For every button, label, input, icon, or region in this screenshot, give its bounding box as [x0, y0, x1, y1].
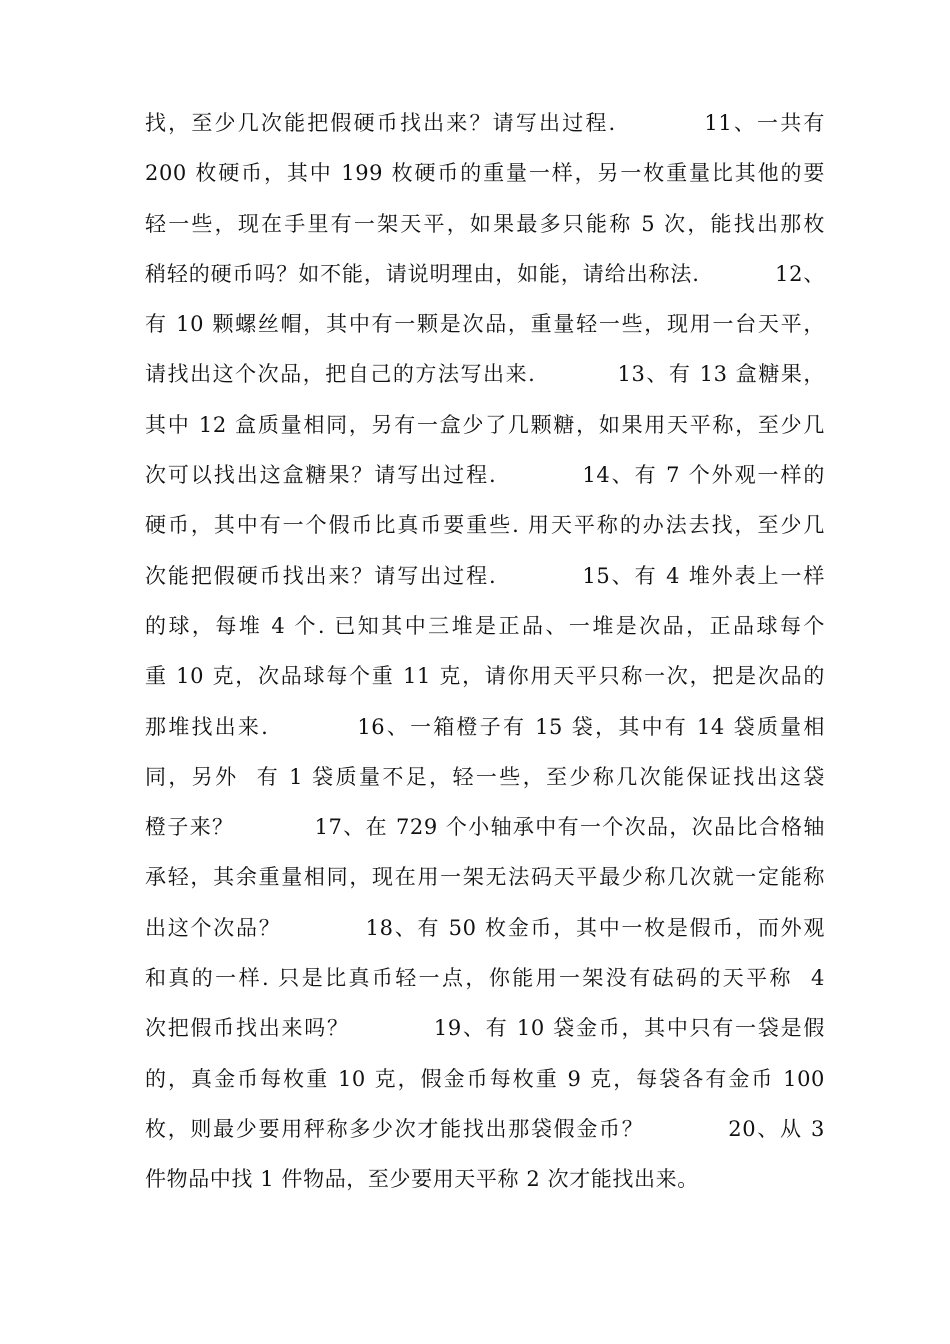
text-line: 枚，则最少要用秤称多少次才能找出那袋假金币？ 20、从 3 [145, 1116, 825, 1141]
text-line: 请找出这个次品，把自己的方法写出来. 13、有 13 盒糖果， [145, 362, 825, 387]
text-line: 稍轻的硬币吗？如不能，请说明理由，如能，请给出称法. 12、 [145, 261, 825, 286]
text-line: 的球，每堆 4 个. 已知其中三堆是正品、一堆是次品，正品球每个 [145, 613, 825, 638]
text-line: 件物品中找 1 件物品，至少要用天平称 2 次才能找出来。 [145, 1167, 699, 1192]
text-line: 次能把假硬币找出来？请写出过程. 15、有 4 堆外表上一样 [145, 563, 825, 588]
text-line: 轻一些，现在手里有一架天平，如果最多只能称 5 次，能找出那枚 [145, 211, 825, 236]
text-line: 次可以找出这盒糖果？请写出过程. 14、有 7 个外观一样的 [145, 463, 825, 488]
text-line: 其中 12 盒质量相同，另有一盒少了几颗糖，如果用天平称，至少几 [145, 412, 825, 437]
text-line: 的，真金币每枚重 10 克，假金币每枚重 9 克，每袋各有金币 100 [145, 1066, 825, 1091]
text-line: 橙子来？ 17、在 729 个小轴承中有一个次品，次品比合格轴 [145, 815, 825, 840]
text-line: 次把假币找出来吗？ 19、有 10 袋金币，其中只有一袋是假 [145, 1016, 825, 1041]
text-line: 那堆找出来. 16、一箱橙子有 15 袋，其中有 14 袋质量相 [145, 714, 825, 739]
text-line: 同，另外 有 1 袋质量不足，轻一些，至少称几次能保证找出这袋 [145, 764, 825, 789]
text-line: 出这个次品？ 18、有 50 枚金币，其中一枚是假币，而外观 [145, 915, 825, 940]
text-line: 承轻，其余重量相同，现在用一架无法码天平最少称几次就一定能称 [145, 865, 825, 890]
document-body [145, 98, 825, 1205]
text-line: 找，至少几次能把假硬币找出来？请写出过程. 11、一共有 [145, 111, 825, 135]
text-line: 硬币，其中有一个假币比真币要重些. 用天平称的办法去找，至少几 [145, 513, 825, 538]
text-line: 有 10 颗螺丝帽，其中有一颗是次品，重量轻一些，现用一台天平， [145, 312, 825, 337]
text-line: 重 10 克，次品球每个重 11 克，请你用天平只称一次，把是次品的 [145, 664, 825, 689]
text-line: 200 枚硬币，其中 199 枚硬币的重量一样，另一枚重量比其他的要 [145, 161, 825, 186]
text-line: 和真的一样. 只是比真币轻一点，你能用一架没有砝码的天平称 4 [145, 966, 825, 991]
